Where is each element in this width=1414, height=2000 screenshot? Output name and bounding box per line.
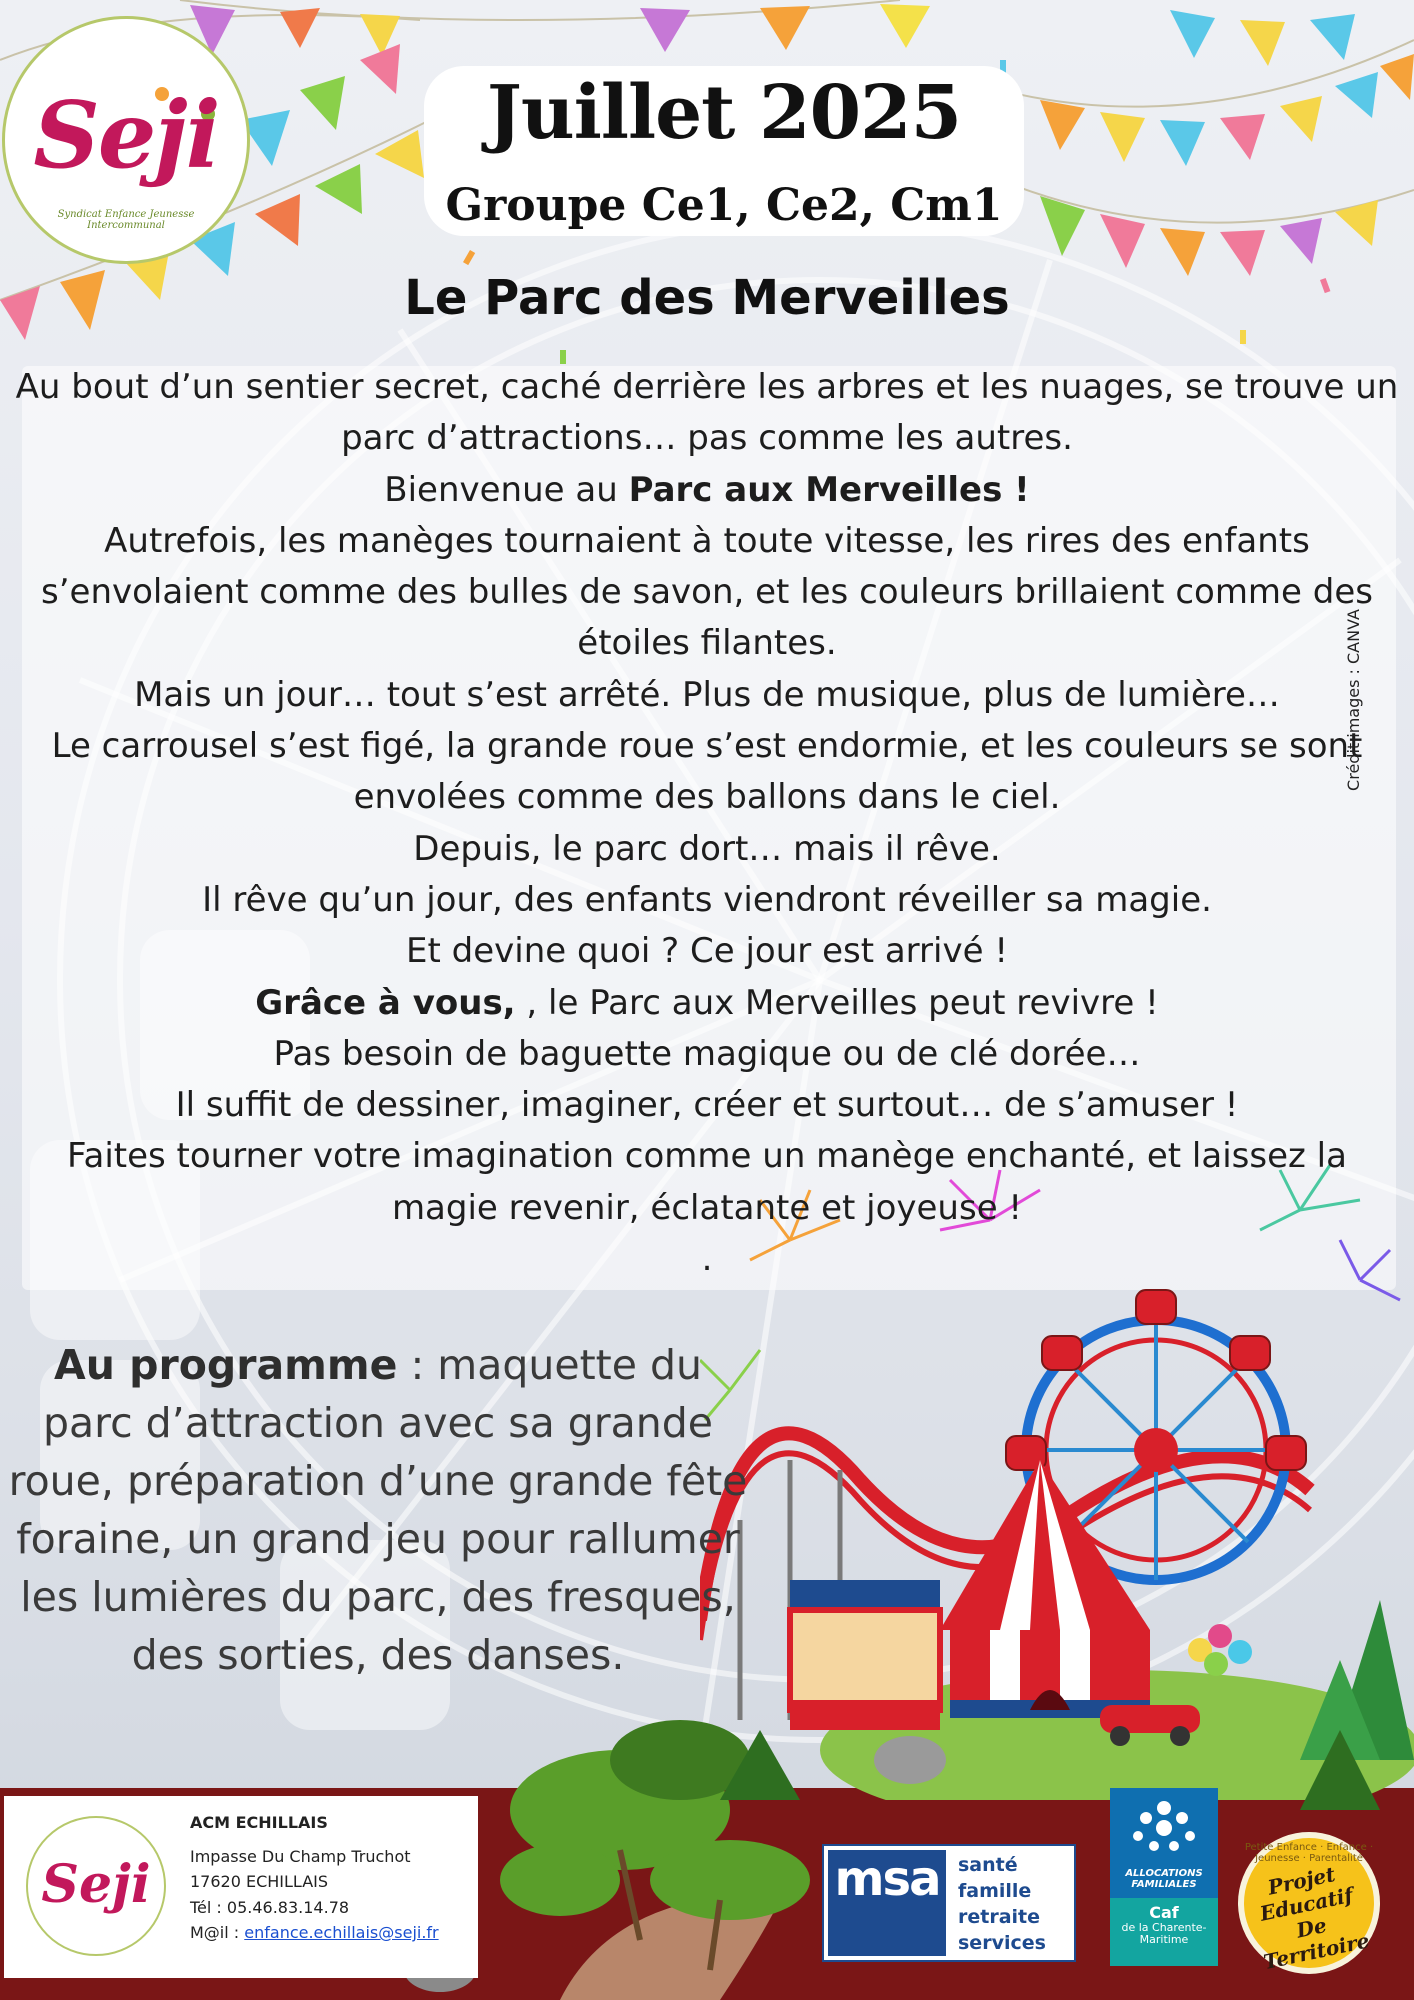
story-text	[10, 362, 1404, 1285]
msa-words	[958, 1852, 1074, 1956]
caf-logo-bottom	[1110, 1898, 1218, 1966]
caf-word: Caf	[1149, 1903, 1179, 1922]
story-text-span: , le Parc aux Merveilles peut revivre !	[515, 982, 1159, 1023]
pedt-ring-text: Petite Enfance · Enfance · Jeunesse · Parentalité	[1244, 1842, 1374, 1864]
story-emphasis: Parc aux Merveilles !	[628, 469, 1030, 510]
msa-logo	[822, 1844, 1076, 1962]
seji-logo-small	[26, 1816, 166, 1956]
msa-word: services	[958, 1932, 1046, 1954]
story-line: Mais un jour… tout s’est arrêté. Plus de musique, plus de lumière…	[134, 674, 1280, 715]
program-label: Au programme	[53, 1341, 398, 1389]
program-text	[8, 1336, 748, 1684]
story-line: Autrefois, les manèges tournaient à toute vitesse, les rires des enfants s’envolaient comme des bulles de savon, et les couleurs brillaient comme des étoiles filantes.	[41, 520, 1373, 664]
story-line: Il rêve qu’un jour, des enfants viendront réveiller sa magie.	[202, 879, 1212, 920]
caf-alloc: ALLOCATIONS FAMILIALES	[1125, 1868, 1203, 1890]
caf-department: de la Charente-Maritime	[1121, 1921, 1207, 1946]
contact-city: 17620 ECHILLAIS	[190, 1872, 329, 1891]
story-line: Et devine quoi ? Ce jour est arrivé !	[406, 931, 1008, 972]
theme-title: Le Parc des Merveilles	[404, 270, 1010, 326]
balloons-icon	[1188, 1624, 1252, 1676]
caf-logo	[1110, 1788, 1218, 1966]
seji-logo	[2, 16, 250, 264]
logo-wordmark: Seji	[41, 1854, 151, 1915]
story-line	[10, 978, 1404, 1029]
story-text-span: Bienvenue au	[384, 469, 629, 510]
program-description: : maquette du parc d’attraction avec sa grande roue, préparation d’une grande fête foraine, un grand jeu pour rallumer les lumières du parc, des fresques, des sorties, des danses.	[8, 1341, 748, 1679]
contact-phone: Tél : 05.46.83.14.78	[190, 1897, 350, 1917]
story-line: Le carrousel s’est figé, la grande roue s’est endormie, et les couleurs se sont envolées comme des ballons dans le ciel.	[51, 726, 1363, 818]
email-link[interactable]: enfance.echillais@seji.fr	[244, 1923, 439, 1942]
image-credit: Crédit images : CANVA	[1344, 609, 1363, 791]
contact-card	[4, 1796, 478, 1978]
caf-logo-top	[1110, 1788, 1218, 1898]
pedt-logo	[1238, 1832, 1380, 1974]
page-title: Juillet 2025	[486, 70, 962, 156]
contact-name: ACM ECHILLAIS	[190, 1813, 328, 1832]
story-emphasis: Grâce à vous,	[255, 982, 516, 1023]
story-line	[10, 465, 1404, 516]
msa-word: famille	[958, 1880, 1032, 1902]
logo-tagline: Syndicat Enfance Jeunesse Intercommunal	[57, 209, 195, 231]
story-line: Il suffit de dessiner, imaginer, créer et surtout… de s’amuser !	[175, 1085, 1239, 1126]
pedt-title: Projet Educatif De Territoire	[1257, 1861, 1372, 1975]
contact-details	[190, 1810, 470, 1946]
group-subtitle: Groupe Ce1, Ce2, Cm1	[445, 180, 1003, 231]
story-line: Faites tourner votre imagination comme un manège enchanté, et laissez la magie revenir, éclatante et joyeuse !	[67, 1136, 1347, 1228]
logo-wordmark: Seji	[33, 81, 219, 189]
contact-address: Impasse Du Champ Truchot	[190, 1846, 411, 1866]
story-line: Pas besoin de baguette magique ou de clé dorée…	[273, 1033, 1141, 1074]
msa-mark: msa	[828, 1850, 946, 1956]
email-label: M@il :	[190, 1923, 245, 1942]
msa-word: retraite	[958, 1906, 1041, 1928]
story-line: .	[701, 1239, 713, 1280]
family-icon	[1110, 1788, 1218, 1868]
story-line: Depuis, le parc dort… mais il rêve.	[413, 828, 1001, 869]
circus-tent-icon	[940, 1460, 1150, 1718]
contact-email-line	[190, 1920, 470, 1946]
msa-word: santé	[958, 1854, 1018, 1876]
story-line: Au bout d’un sentier secret, caché derrière les arbres et les nuages, se trouve un parc d’attractions… pas comme les autres.	[15, 367, 1399, 459]
